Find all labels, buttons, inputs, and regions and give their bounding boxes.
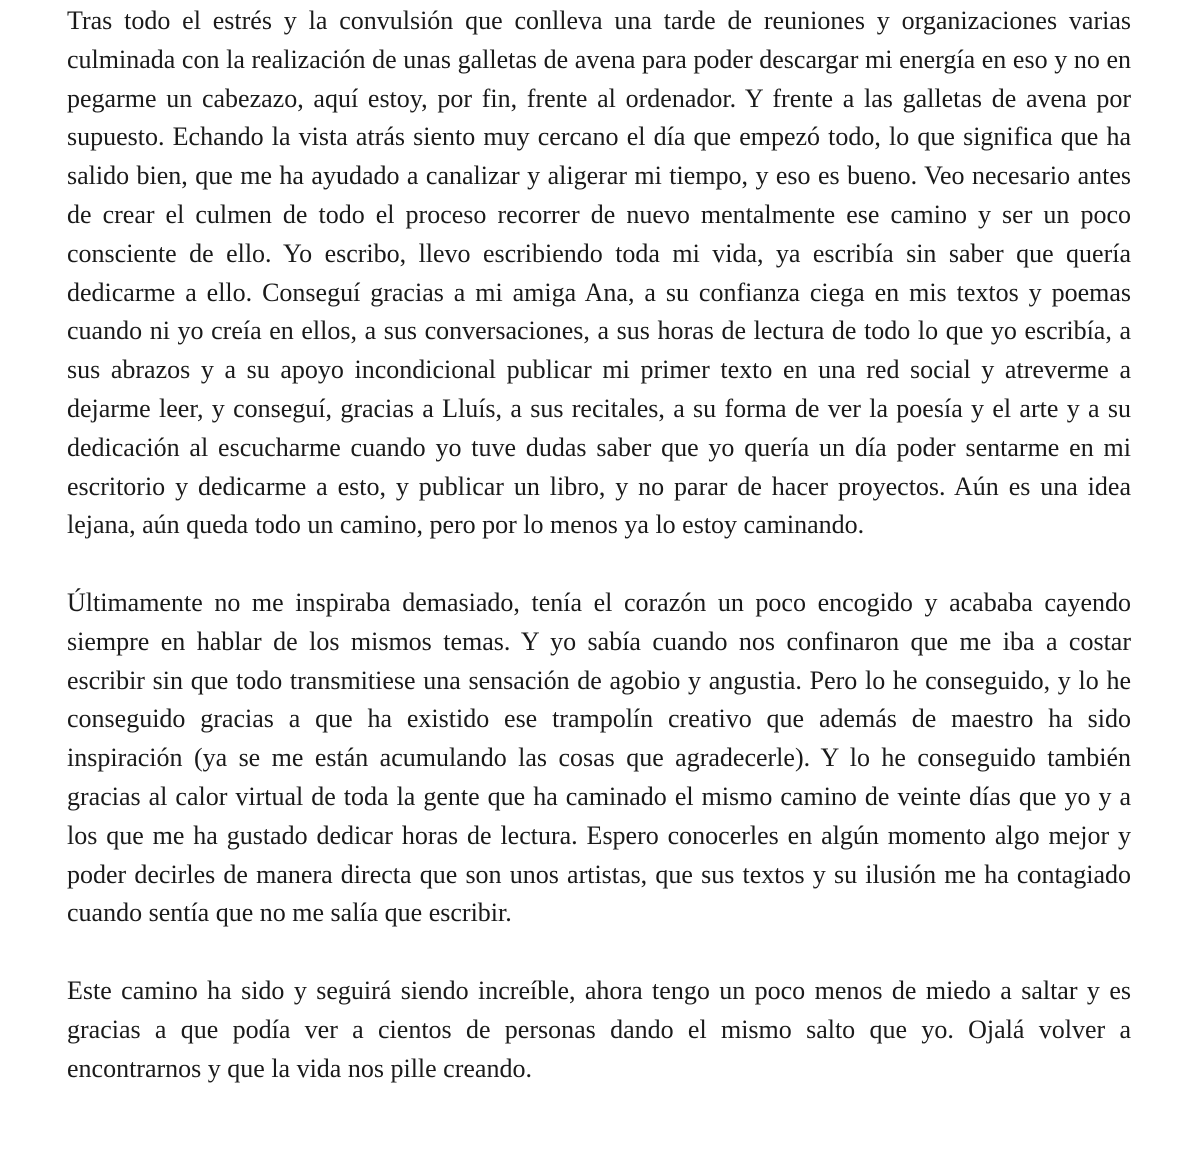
document-body <box>67 2 1131 1088</box>
paragraph-2: Últimamente no me inspiraba demasiado, tenía el corazón un poco encogido y acababa cayendo siempre en hablar de los mismos temas. Y yo sabía cuando nos confinaron que me iba a costar escribir sin que todo transmitiese una sensación de agobio y angustia. Pero lo he conseguido, y lo he conseguido gracias a que ha existido ese trampolín creativo que además de maestro ha sido inspiración (ya se me están acumulando las cosas que agradecerle). Y lo he conseguido también gracias al calor virtual de toda la gente que ha caminado el mismo camino de veinte días que yo y a los que me ha gustado dedicar horas de lectura. Espero conocerles en algún momento algo mejor y poder decirles de manera directa que son unos artistas, que sus textos y su ilusión me ha contagiado cuando sentía que no me salía que escribir. <box>67 587 1131 928</box>
paragraph-1: Tras todo el estrés y la convulsión que conlleva una tarde de reuniones y organizaciones varias culminada con la realización de unas galletas de avena para poder descargar mi energía en eso y no en pegarme un cabezazo, aquí estoy, por fin, frente al ordenador. Y frente a las galletas de avena por supuesto. Echando la vista atrás siento muy cercano el día que empezó todo, lo que significa que ha salido bien, que me ha ayudado a canalizar y aligerar mi tiempo, y eso es bueno. Veo necesario antes de crear el culmen de todo el proceso recorrer de nuevo mentalmente ese camino y ser un poco consciente de ello. Yo escribo, llevo escribiendo toda mi vida, ya escribía sin saber que quería dedicarme a ello. Conseguí gracias a mi amiga Ana, a su confianza ciega en mis textos y poemas cuando ni yo creía en ellos, a sus conversaciones, a sus horas de lectura de todo lo que yo escribía, a sus abrazos y a su apoyo incondicional publicar mi primer texto en una red social y atreverme a dejarme leer, y conseguí, gracias a Lluís, a sus recitales, a su forma de ver la poesía y el arte y a su dedicación al escucharme cuando yo tuve dudas saber que yo quería un día poder sentarme en mi escritorio y dedicarme a esto, y publicar un libro, y no parar de hacer proyectos. Aún es una idea lejana, aún queda todo un camino, pero por lo menos ya lo estoy caminando. <box>67 6 1131 540</box>
paragraph-3: Este camino ha sido y seguirá siendo increíble, ahora tengo un poco menos de miedo a saltar y es gracias a que podía ver a cientos de personas dando el mismo salto que yo. Ojalá volver a encontrarnos y que la vida nos pille creando. <box>67 975 1131 1083</box>
